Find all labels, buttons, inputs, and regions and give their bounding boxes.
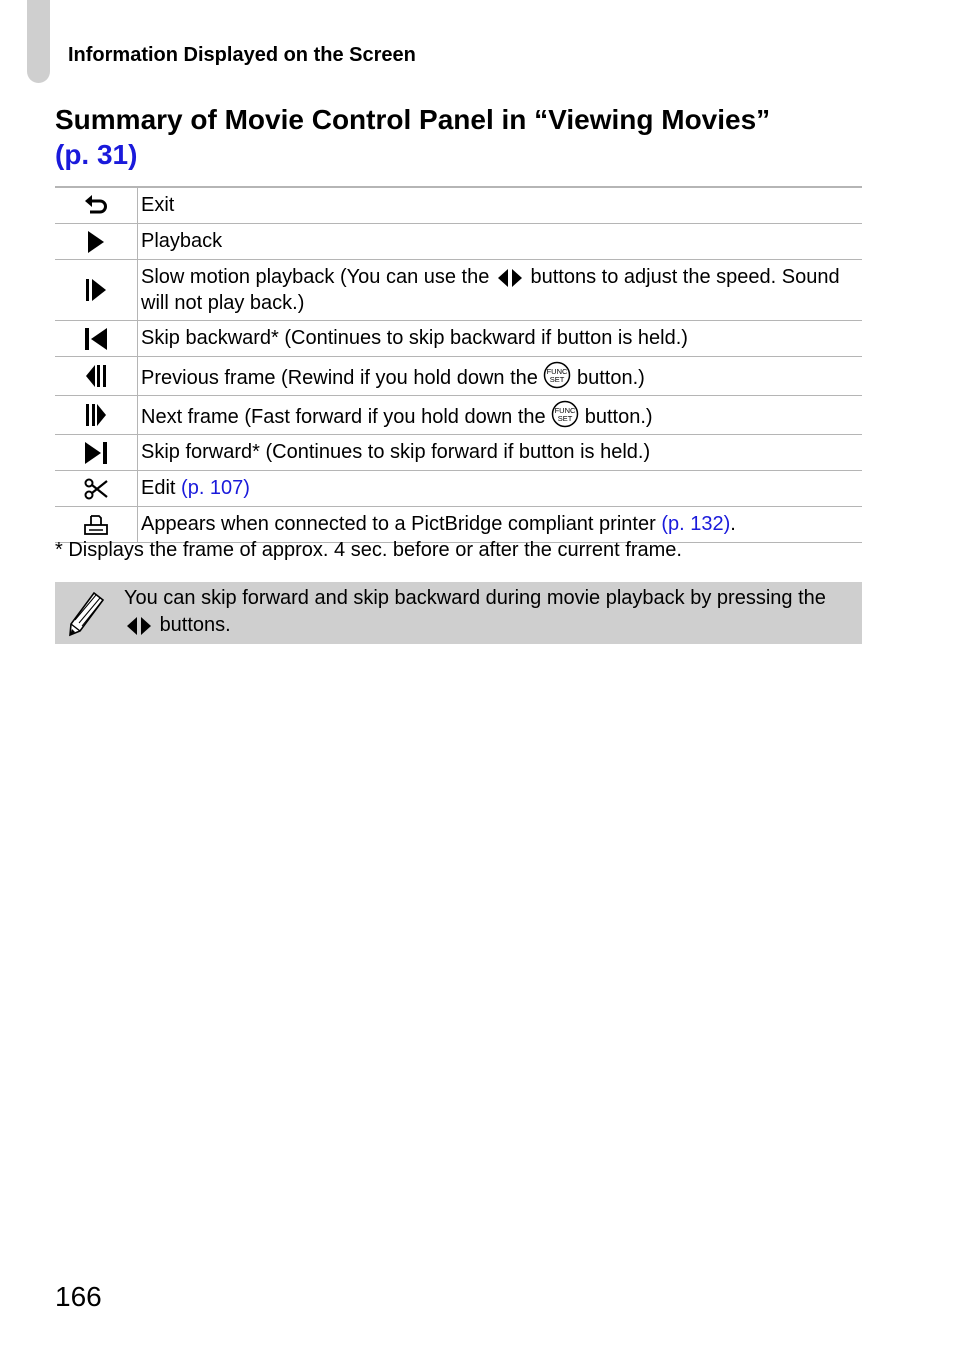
row-text-before: Slow motion playback (You can use the xyxy=(141,265,490,288)
func-set-button-icon xyxy=(543,361,571,389)
row-text-after: button.) xyxy=(577,366,645,389)
row-text: Edit xyxy=(141,477,176,499)
play-icon xyxy=(86,230,106,254)
slow-motion-icon xyxy=(84,278,108,302)
func-label: FUNC xyxy=(554,405,576,415)
table-row xyxy=(55,506,862,542)
icon-cell xyxy=(55,395,138,434)
row-description xyxy=(138,356,863,395)
skip-backward-icon xyxy=(83,327,109,351)
func-set-button-icon xyxy=(551,400,579,428)
next-frame-icon xyxy=(84,403,108,427)
icon-cell xyxy=(55,259,138,320)
printer-icon xyxy=(83,514,109,536)
section-header: Information Displayed on the Screen xyxy=(68,44,416,66)
previous-frame-icon xyxy=(84,364,108,388)
tip-box xyxy=(55,582,862,644)
icon-cell xyxy=(55,356,138,395)
tip-text-before: You can skip forward and skip backward during movie playback by pressing the xyxy=(124,587,826,609)
table-row xyxy=(55,187,862,223)
table-row xyxy=(55,259,862,320)
footnote: * Displays the frame of approx. 4 sec. before or after the current frame. xyxy=(55,539,682,561)
page-reference-link[interactable]: (p. 107) xyxy=(181,477,250,499)
row-text-before: Previous frame (Rewind if you hold down the xyxy=(141,366,538,389)
table-row xyxy=(55,395,862,434)
row-description: Playback xyxy=(138,223,863,259)
icon-cell xyxy=(55,470,138,506)
left-right-arrows-icon xyxy=(124,616,154,636)
page-title-text: Summary of Movie Control Panel in “Viewing Movies” xyxy=(55,104,771,135)
scissors-icon xyxy=(83,477,109,501)
exit-icon xyxy=(84,195,108,217)
table-row xyxy=(55,356,862,395)
icon-cell xyxy=(55,187,138,223)
set-label: SET xyxy=(550,374,565,384)
tip-text xyxy=(124,585,844,639)
table-row xyxy=(55,320,862,356)
movie-control-table xyxy=(55,186,862,543)
row-description xyxy=(138,259,863,320)
row-description: Skip forward* (Continues to skip forward if button is held.) xyxy=(138,434,863,470)
table-row xyxy=(55,470,862,506)
row-description: Exit xyxy=(138,187,863,223)
row-description xyxy=(138,470,863,506)
icon-cell xyxy=(55,434,138,470)
tip-text-after: buttons. xyxy=(159,614,231,636)
left-right-arrows-icon xyxy=(495,268,525,288)
set-label: SET xyxy=(557,413,573,423)
table-row xyxy=(55,223,862,259)
icon-cell xyxy=(55,506,138,542)
page-title-reference-link[interactable]: (p. 31) xyxy=(55,139,138,170)
icon-cell xyxy=(55,320,138,356)
row-text-after: buttons to adjust the speed. Sound will not play back.) xyxy=(141,265,840,314)
row-description xyxy=(138,395,863,434)
side-tab-marker xyxy=(27,0,50,83)
row-description xyxy=(138,506,863,542)
page-reference-link[interactable]: (p. 132) xyxy=(661,513,731,535)
icon-cell xyxy=(55,223,138,259)
page-title xyxy=(55,102,875,172)
row-text-before: Next frame (Fast forward if you hold down the xyxy=(141,405,546,428)
page-number: 166 xyxy=(55,1281,102,1312)
table-row xyxy=(55,434,862,470)
row-text-after: button.) xyxy=(584,405,653,428)
row-text: Appears when connected to a PictBridge compliant printer xyxy=(141,513,656,535)
func-label: FUNC xyxy=(547,366,568,376)
pencil-icon xyxy=(67,590,107,638)
row-description: Skip backward* (Continues to skip backward if button is held.) xyxy=(138,320,863,356)
skip-forward-icon xyxy=(83,441,109,465)
row-suffix: . xyxy=(730,513,736,535)
